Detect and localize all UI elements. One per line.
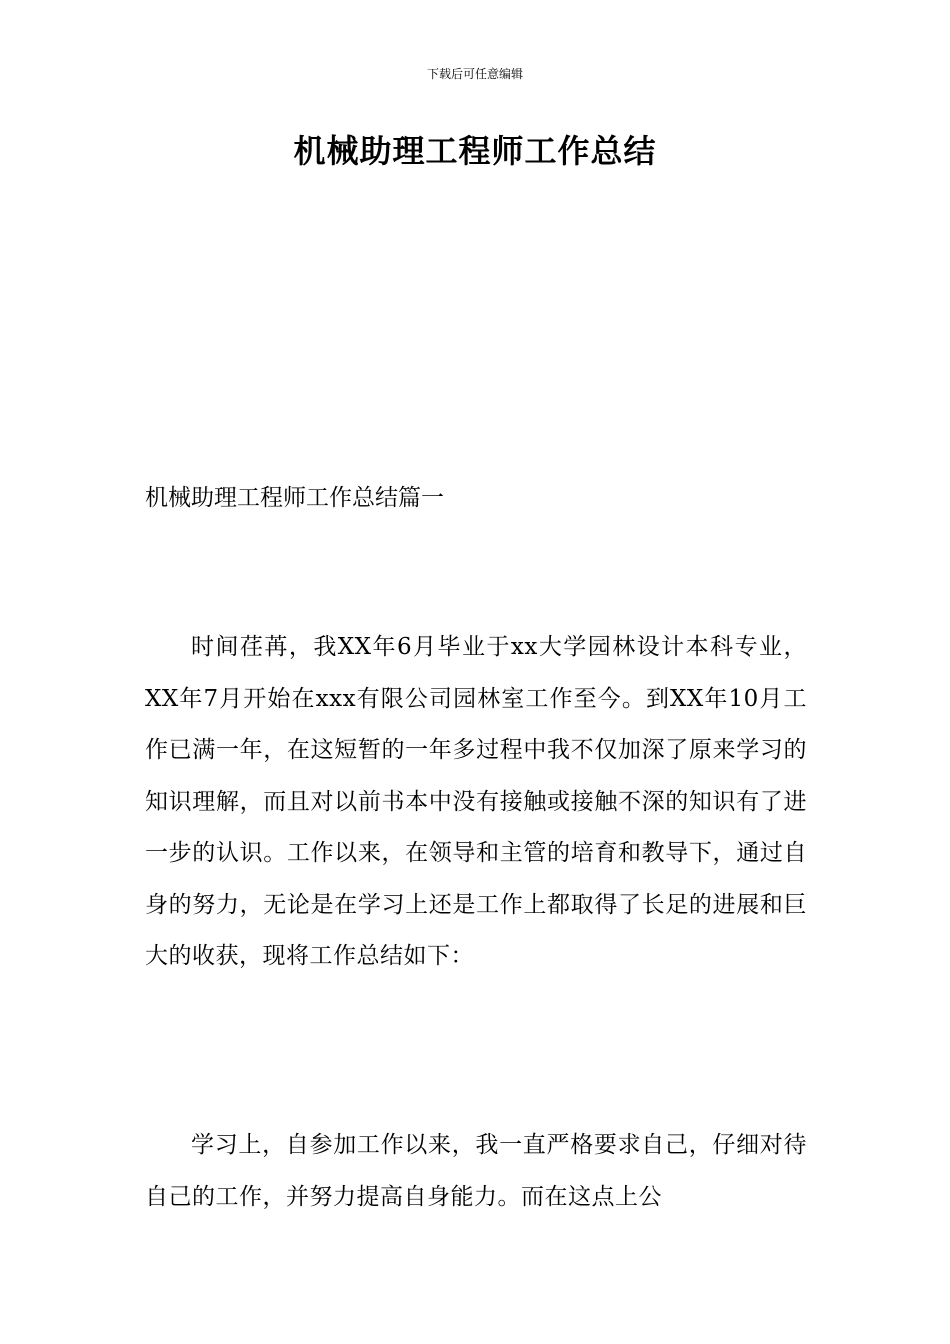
document-title: 机械助理工程师工作总结 <box>293 132 657 170</box>
section-heading: 机械助理工程师工作总结篇一 <box>145 485 444 511</box>
body-paragraph-1: 时间荏苒，我XX年6月毕业于xx大学园林设计本科专业，XX年7月开始在xxx有限公司园林室工作至今。到XX年10月工作已满一年，在这短暂的一年多过程中我不仅加深了原来学习的知识理解，而且对以前书本中没有接触或接触不深的知识有了进一步的认识。工作以来，在领导和主管的培育和教导下，通过自身的努力，无论是在学习上还是工作上都取得了长足的进展和巨大的收获，现将工作总结如下： <box>145 634 807 969</box>
body-paragraph-2: 学习上，自参加工作以来，我一直严格要求自己，仔细对待自己的工作，并努力提高自身能力。而在这点上公 <box>145 1132 807 1210</box>
header-note: 下载后可任意编辑 <box>426 67 523 81</box>
